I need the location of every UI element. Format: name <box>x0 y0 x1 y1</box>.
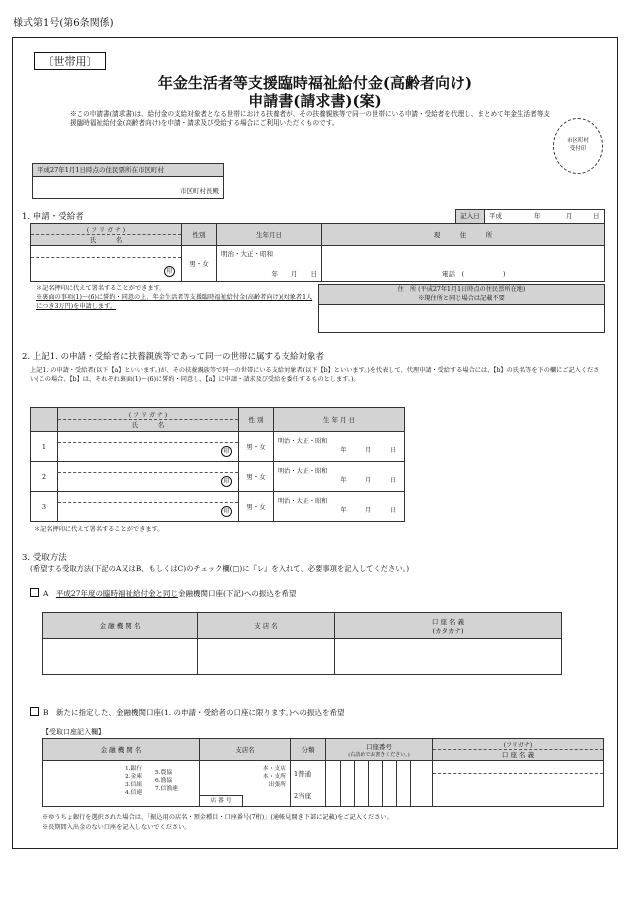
option-b: B 新たに指定した、金融機関口座(1. の申請・受給者の口座に限ります。)への振込を希望 <box>30 707 345 718</box>
form-subtitle: 申請書(請求書)(案) <box>248 92 382 110</box>
form-title: 年金生活者等支援臨時福祉給付金(高齢者向け) <box>157 74 473 92</box>
option-a-branch-header: 支 店 名 <box>198 613 335 639</box>
dormant-note: ※長期間入出金のない口座を記入しないでください。 <box>42 824 191 831</box>
seal-icon: 印 <box>221 446 232 457</box>
store-number-label: 店 番 号 <box>200 795 243 806</box>
stamp-label: 市区町村 <box>566 138 589 144</box>
yucho-note: ※ゆうちょ銀行を選択された場合は、「振込用の店名・預金種目・口座番号(7桁)」(通帳見開き下部に記載)をご記入ください。 <box>42 814 393 821</box>
applicant-dob-field[interactable]: 明治・大正・昭和 年 月 日 <box>217 246 322 282</box>
dep-dob-field[interactable]: 明治・大正・昭和 年 月 日 <box>274 462 405 492</box>
applicant-table <box>30 223 605 282</box>
dependents-table <box>30 407 405 522</box>
option-a-holder-field[interactable] <box>335 639 562 675</box>
option-b-holder-header: (フリガナ) 口 座 名 義 <box>433 739 604 761</box>
option-b-branch-header: 支店名 <box>200 739 291 761</box>
dep-name-field[interactable] <box>58 462 239 492</box>
applicant-address-field[interactable] <box>322 246 605 282</box>
usage-note: ※この申請書(請求書)は、給付金の支給対象者となる世帯における扶養者が、その扶養親族等で同一の世帯にいる申請・受給者を代理し、まとめて年金生活者等支援臨時福祉給付金(高齢者向け)を申請・請求及び受給する場合にご利用いただくものです。 <box>70 110 550 127</box>
dep-row-number: 3 <box>31 492 58 522</box>
option-b-branch-field[interactable] <box>200 761 291 807</box>
account-entry-label: 【受取口座記入欄】 <box>42 728 105 736</box>
dep-name-field[interactable] <box>58 492 239 522</box>
dep-gender-field[interactable]: 男・女 <box>239 432 274 462</box>
dep-gender-field[interactable]: 男・女 <box>239 462 274 492</box>
household-tag: 〔世帯用〕 <box>34 52 106 70</box>
option-b-type-field[interactable]: 1普通 2当座 <box>291 761 326 807</box>
option-a-bank-header: 金 融 機 関 名 <box>43 613 198 639</box>
section2-title: 2. 上記1. の申請・受給者に扶養親族等であって同一の世帯に属する支給対象者 <box>22 352 325 362</box>
dep-dob-field[interactable]: 明治・大正・昭和 年 月 日 <box>274 432 405 462</box>
option-b-holder-field[interactable] <box>433 761 604 807</box>
consent-note: ※裏面の事項(1)～(6)に誓約・同意の上、年金生活者等支援臨時福祉給付金(高齢者向け)(対象者1人につき3万円)を申請します。 <box>36 294 313 310</box>
dep-gender-header: 性 別 <box>239 408 274 432</box>
section1-title: 1. 申請・受給者 <box>22 212 84 222</box>
name-header: ( フ リ ガ ナ ) 氏 名 <box>31 224 182 246</box>
dep-dob-header: 生 年 月 日 <box>274 408 405 432</box>
option-b-bank-field[interactable] <box>43 761 200 807</box>
dep-gender-field[interactable]: 男・女 <box>239 492 274 522</box>
dep-row-number: 1 <box>31 432 58 462</box>
phone-label: 電話 ( ) <box>442 270 506 278</box>
option-a-holder-header: 口 座 名 義 (カタカナ) <box>335 613 562 639</box>
entry-year: 年 <box>534 212 541 220</box>
option-a-branch-field[interactable] <box>198 639 335 675</box>
bank-type-list: 5.農協 6.漁協 7.信漁連 <box>155 770 178 792</box>
entry-month: 月 <box>566 212 573 220</box>
dep-name-field[interactable] <box>58 432 239 462</box>
sign-note: ＊記名押印に代えて署名することができます。 <box>36 285 166 292</box>
option-b-number-field[interactable] <box>326 761 433 807</box>
residence-table <box>318 284 605 333</box>
dep-dob-field[interactable]: 明治・大正・昭和 年 月 日 <box>274 492 405 522</box>
municipality-header: 平成27年1月1日時点の住民票所在市区町村 <box>33 164 223 177</box>
dep-sign-note: ＊記名押印に代えて署名することができます。 <box>34 526 164 533</box>
branch-type-list: 本・支店 本・支所 出張所 <box>262 766 286 788</box>
form-number: 様式第1号(第6条関係) <box>13 18 114 29</box>
section2-description: 上記1. の申請・受給者(以下【a】といいます。)が、その扶養親族等で同一の世帯にいる支給対象者(以下【b】といいます。)を代表して、代理申請・受給する場合には、【b】の氏名等を下の欄にご記入ください(この場合、【b】は、それぞれ裏面(1)～(6)に誓約・同意し、【a】に申請・請求及び受給を委任するものとします。)。 <box>30 367 600 383</box>
entry-day: 日 <box>593 212 600 220</box>
bank-type-list: 1.銀行 2.金庫 3.信組 4.信連 <box>125 766 143 796</box>
applicant-gender-field[interactable]: 男・女 <box>182 246 217 282</box>
section3-title: 3. 受取方法 <box>22 553 67 563</box>
dep-row-number: 2 <box>31 462 58 492</box>
address-header: 現 住 所 <box>322 224 605 246</box>
seal-icon: 印 <box>164 266 175 277</box>
option-a: A 平成27年度の臨時福祉給付金と同じ金融機関口座(下記)への振込を希望 <box>30 588 296 599</box>
residence-field[interactable] <box>319 305 605 333</box>
entry-date-label: 記入日 <box>456 210 485 223</box>
section3-instruction: (希望する受取方法(下記のA又はB、もしくはC)のチェック欄(□)に『レ』を入れて、必要事項を記入してください。) <box>30 564 410 573</box>
applicant-name-field[interactable] <box>31 246 182 282</box>
option-b-bank-header: 金 融 機 関 名 <box>43 739 200 761</box>
seal-icon: 印 <box>221 476 232 487</box>
option-a-bank-field[interactable] <box>43 639 198 675</box>
municipality-addressee: 市区町村長殿 <box>180 187 219 195</box>
option-b-table <box>42 738 604 807</box>
residence-header: 住 所 (平成27年1月1日時点の住民票所在地) ※現住所と同じ場合は記載不要 <box>319 285 605 305</box>
option-a-checkbox[interactable] <box>30 588 39 597</box>
entry-date <box>455 209 605 224</box>
option-b-type-header: 分類 <box>291 739 326 761</box>
dep-name-header: ( フ リ ガ ナ ) 氏 名 <box>58 408 239 432</box>
stamp-label: 受付印 <box>569 146 587 152</box>
option-a-table <box>42 612 562 675</box>
option-b-checkbox[interactable] <box>30 707 39 716</box>
reception-stamp-area <box>553 118 603 174</box>
option-b-number-header: 口座番号 (右詰めでお書きください。) <box>326 739 433 761</box>
gender-header: 性別 <box>182 224 217 246</box>
dob-header: 生年月日 <box>217 224 322 246</box>
entry-era: 平成 <box>489 212 502 220</box>
municipality-box <box>32 163 224 199</box>
seal-icon: 印 <box>221 506 232 517</box>
